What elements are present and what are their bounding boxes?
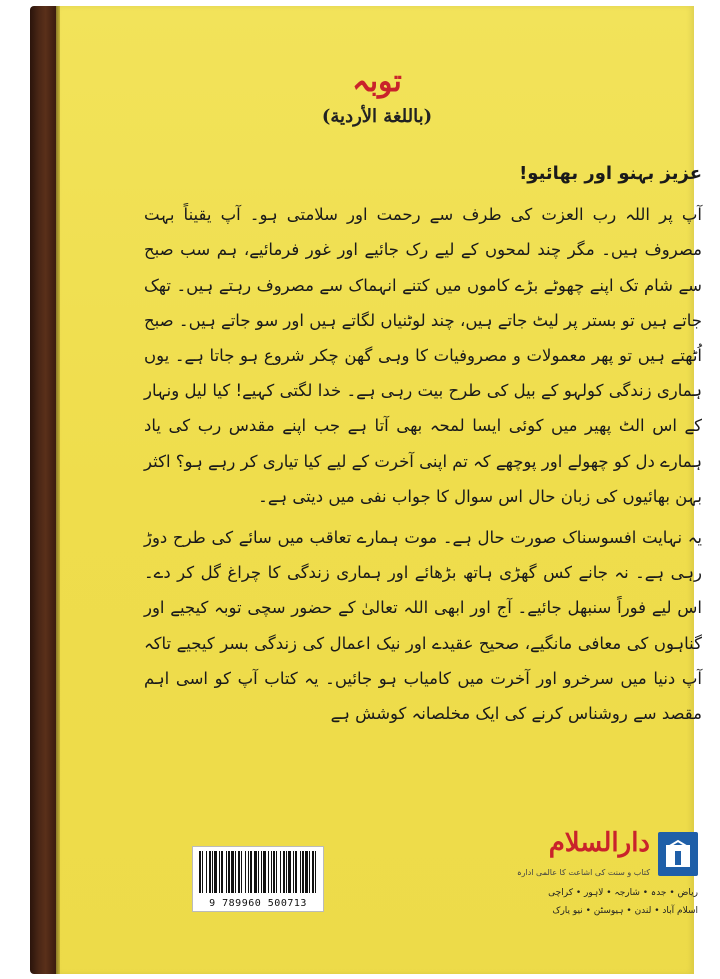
- publisher-name: دارالسلام: [548, 828, 650, 858]
- barcode: [192, 846, 324, 912]
- barcode-bars: [193, 847, 323, 897]
- paragraph-1: آپ پر اللہ رب العزت کی طرف سے رحمت اور سلامتی ہو۔ آپ یقیناً بہت مصروف ہیں۔ مگر چند لمحوں کے لیے رک جائیے اور غور فرمائیے، ہم سب صبح سے شام تک اپنے چھوٹے بڑے کاموں میں کتنے انہماک سے مصروف رہتے ہیں۔ تھک جاتے ہیں تو بستر پر لیٹ جاتے ہیں، چند لوٹنیاں لگاتے ہیں اور سو جاتے ہیں۔ صبح اُٹھتے ہیں تو پھر معمولات و مصروفیات کا وہی گھن چکر شروع ہو جاتا ہے۔ یوں ہماری زندگی کولہو کے بیل کی طرح بیت رہی ہے۔ خدا لگتی کہیے! کیا لیل ونہار کے اس الٹ پھیر میں کوئی ایسا لمحہ بھی آتا ہے جب اپنے مقدس رب کی یاد ہمارے دل کو چھولے اور پوچھے کہ تم اپنی آخرت کے لیے کیا تیاری کر رہے ہو؟ اکثر بہن بھائیوں کی زبان حال اس سوال کا جواب نفی میں دیتی ہے۔: [144, 205, 702, 506]
- greeting: عزیز بہنو اور بھائیو!: [519, 163, 702, 184]
- isbn-number: 9 789960 500713: [209, 898, 307, 909]
- publisher-cities: [462, 884, 698, 920]
- cities-line-2: اسلام آباد • لندن • ہیوسٹن • نیو یارک: [552, 906, 698, 916]
- blurb-text: [144, 156, 702, 737]
- publisher-block: [466, 828, 704, 924]
- back-cover: [60, 6, 702, 974]
- book-title: توبہ: [352, 64, 402, 99]
- publisher-logo-icon: [658, 832, 698, 876]
- publisher-tagline: کتاب و سنت کی اشاعت کا عالمی ادارہ: [516, 868, 650, 877]
- book: [30, 6, 702, 974]
- book-subtitle: (باللغة الأردية): [321, 106, 433, 127]
- paragraph-2: یہ نہایت افسوسناک صورت حال ہے۔ موت ہمارے تعاقب میں سائے کی طرح دوڑ رہی ہے۔ نہ جانے کس گھڑی ہاتھ بڑھائے اور ہماری زندگی کا چراغ گل کر دے۔ اس لیے فوراً سنبھل جائیے۔ آج اور ابھی اللہ تعالیٰ کے حضور سچی توبہ کیجیے اور گناہوں کی معافی مانگیے، صحیح عقیدے اور نیک اعمال کی زندگی بسر کیجیے تاکہ آپ دنیا میں سرخرو اور آخرت میں کامیاب ہو جائیں۔ یہ کتاب آپ کو اسی اہم مقصد سے روشناس کرنے کی ایک مخلصانہ کوشش ہے: [144, 528, 702, 724]
- cities-line-1: ریاض • جدہ • شارجہ • لاہور • کراچی: [548, 888, 698, 898]
- book-spine: [30, 6, 56, 974]
